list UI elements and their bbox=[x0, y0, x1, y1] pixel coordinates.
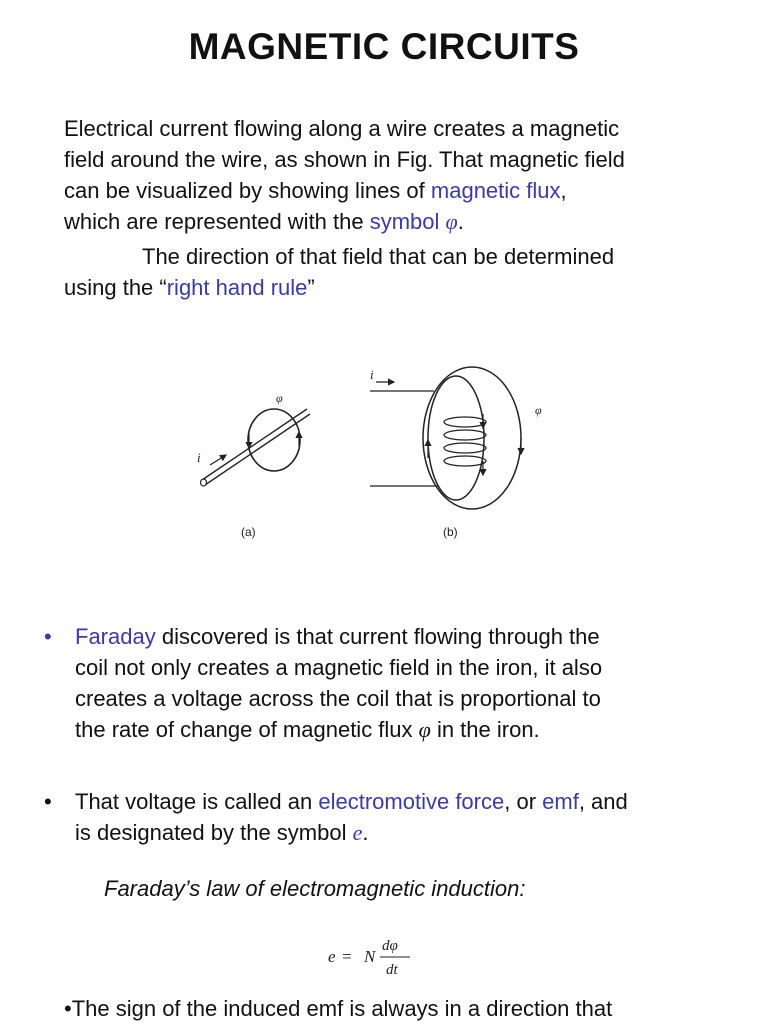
punctuation: ” bbox=[307, 275, 315, 300]
formula-n: N bbox=[364, 947, 376, 966]
intro-line: can be visualized by showing lines of bbox=[64, 178, 431, 203]
direction-line: The direction of that field that can be determined bbox=[142, 244, 615, 269]
coil-figure-b bbox=[370, 367, 542, 509]
bullet-text: , and bbox=[578, 789, 628, 814]
last-bullet-line: •The sign of the induced emf is always in a direction that bbox=[64, 996, 613, 1021]
formula-denominator: dt bbox=[386, 962, 398, 978]
bullet-faraday bbox=[44, 621, 734, 745]
phi-symbol: φ bbox=[418, 717, 431, 742]
punctuation: . bbox=[457, 209, 464, 234]
right-hand-rule-term: right hand rule bbox=[166, 275, 308, 300]
bullet-marker: • bbox=[44, 789, 52, 814]
intro-line: field around the wire, as shown in Fig. That magnetic field bbox=[64, 147, 625, 172]
formula-numerator: dφ bbox=[382, 938, 398, 954]
bullet-text: coil not only creates a magnetic field in the iron, it also bbox=[75, 655, 603, 680]
figure-a-caption: (a) bbox=[241, 525, 256, 539]
current-label-a: i bbox=[197, 450, 201, 465]
faraday-law-heading: Faraday’s law of electromagnetic induction: bbox=[104, 876, 526, 901]
emf-term: emf bbox=[542, 789, 579, 814]
flux-label-b: φ bbox=[535, 403, 542, 417]
bullet-text: , or bbox=[504, 789, 543, 814]
formula-lhs: e bbox=[328, 947, 336, 966]
wire-figure-a bbox=[197, 391, 310, 486]
figure-b-caption: (b) bbox=[443, 525, 458, 539]
faraday-formula bbox=[326, 930, 446, 985]
punctuation: , bbox=[560, 178, 567, 203]
electromotive-force-term: electromotive force bbox=[318, 789, 505, 814]
intro-line: Electrical current flowing along a wire creates a magnetic bbox=[64, 116, 620, 141]
bullet-text: the rate of change of magnetic flux bbox=[75, 717, 419, 742]
magnetic-field-figure bbox=[180, 362, 580, 552]
flux-label-a: φ bbox=[276, 391, 283, 405]
bullet-text: . bbox=[362, 820, 369, 845]
intro-paragraph bbox=[64, 113, 734, 237]
page-title: MAGNETIC CIRCUITS bbox=[188, 26, 580, 67]
magnetic-flux-term: magnetic flux bbox=[430, 178, 561, 203]
e-symbol: e bbox=[352, 820, 363, 845]
bullet-emf bbox=[44, 786, 734, 848]
bullet-text: in the iron. bbox=[430, 717, 540, 742]
direction-paragraph bbox=[64, 241, 734, 303]
bullet-text: is designated by the symbol bbox=[75, 820, 353, 845]
symbol-term: symbol bbox=[369, 209, 440, 234]
bullet-text: creates a voltage across the coil that is proportional to bbox=[75, 686, 601, 711]
faraday-term: Faraday bbox=[75, 624, 156, 649]
bullet-marker: • bbox=[44, 624, 52, 649]
bullet-text: That voltage is called an bbox=[75, 789, 319, 814]
current-label-b: i bbox=[370, 367, 374, 382]
bullet-text: discovered is that current flowing through the bbox=[155, 624, 600, 649]
direction-line: using the “ bbox=[64, 275, 167, 300]
intro-line: which are represented with the bbox=[64, 209, 370, 234]
phi-symbol: φ bbox=[445, 209, 458, 234]
formula-equals: = bbox=[342, 947, 352, 966]
